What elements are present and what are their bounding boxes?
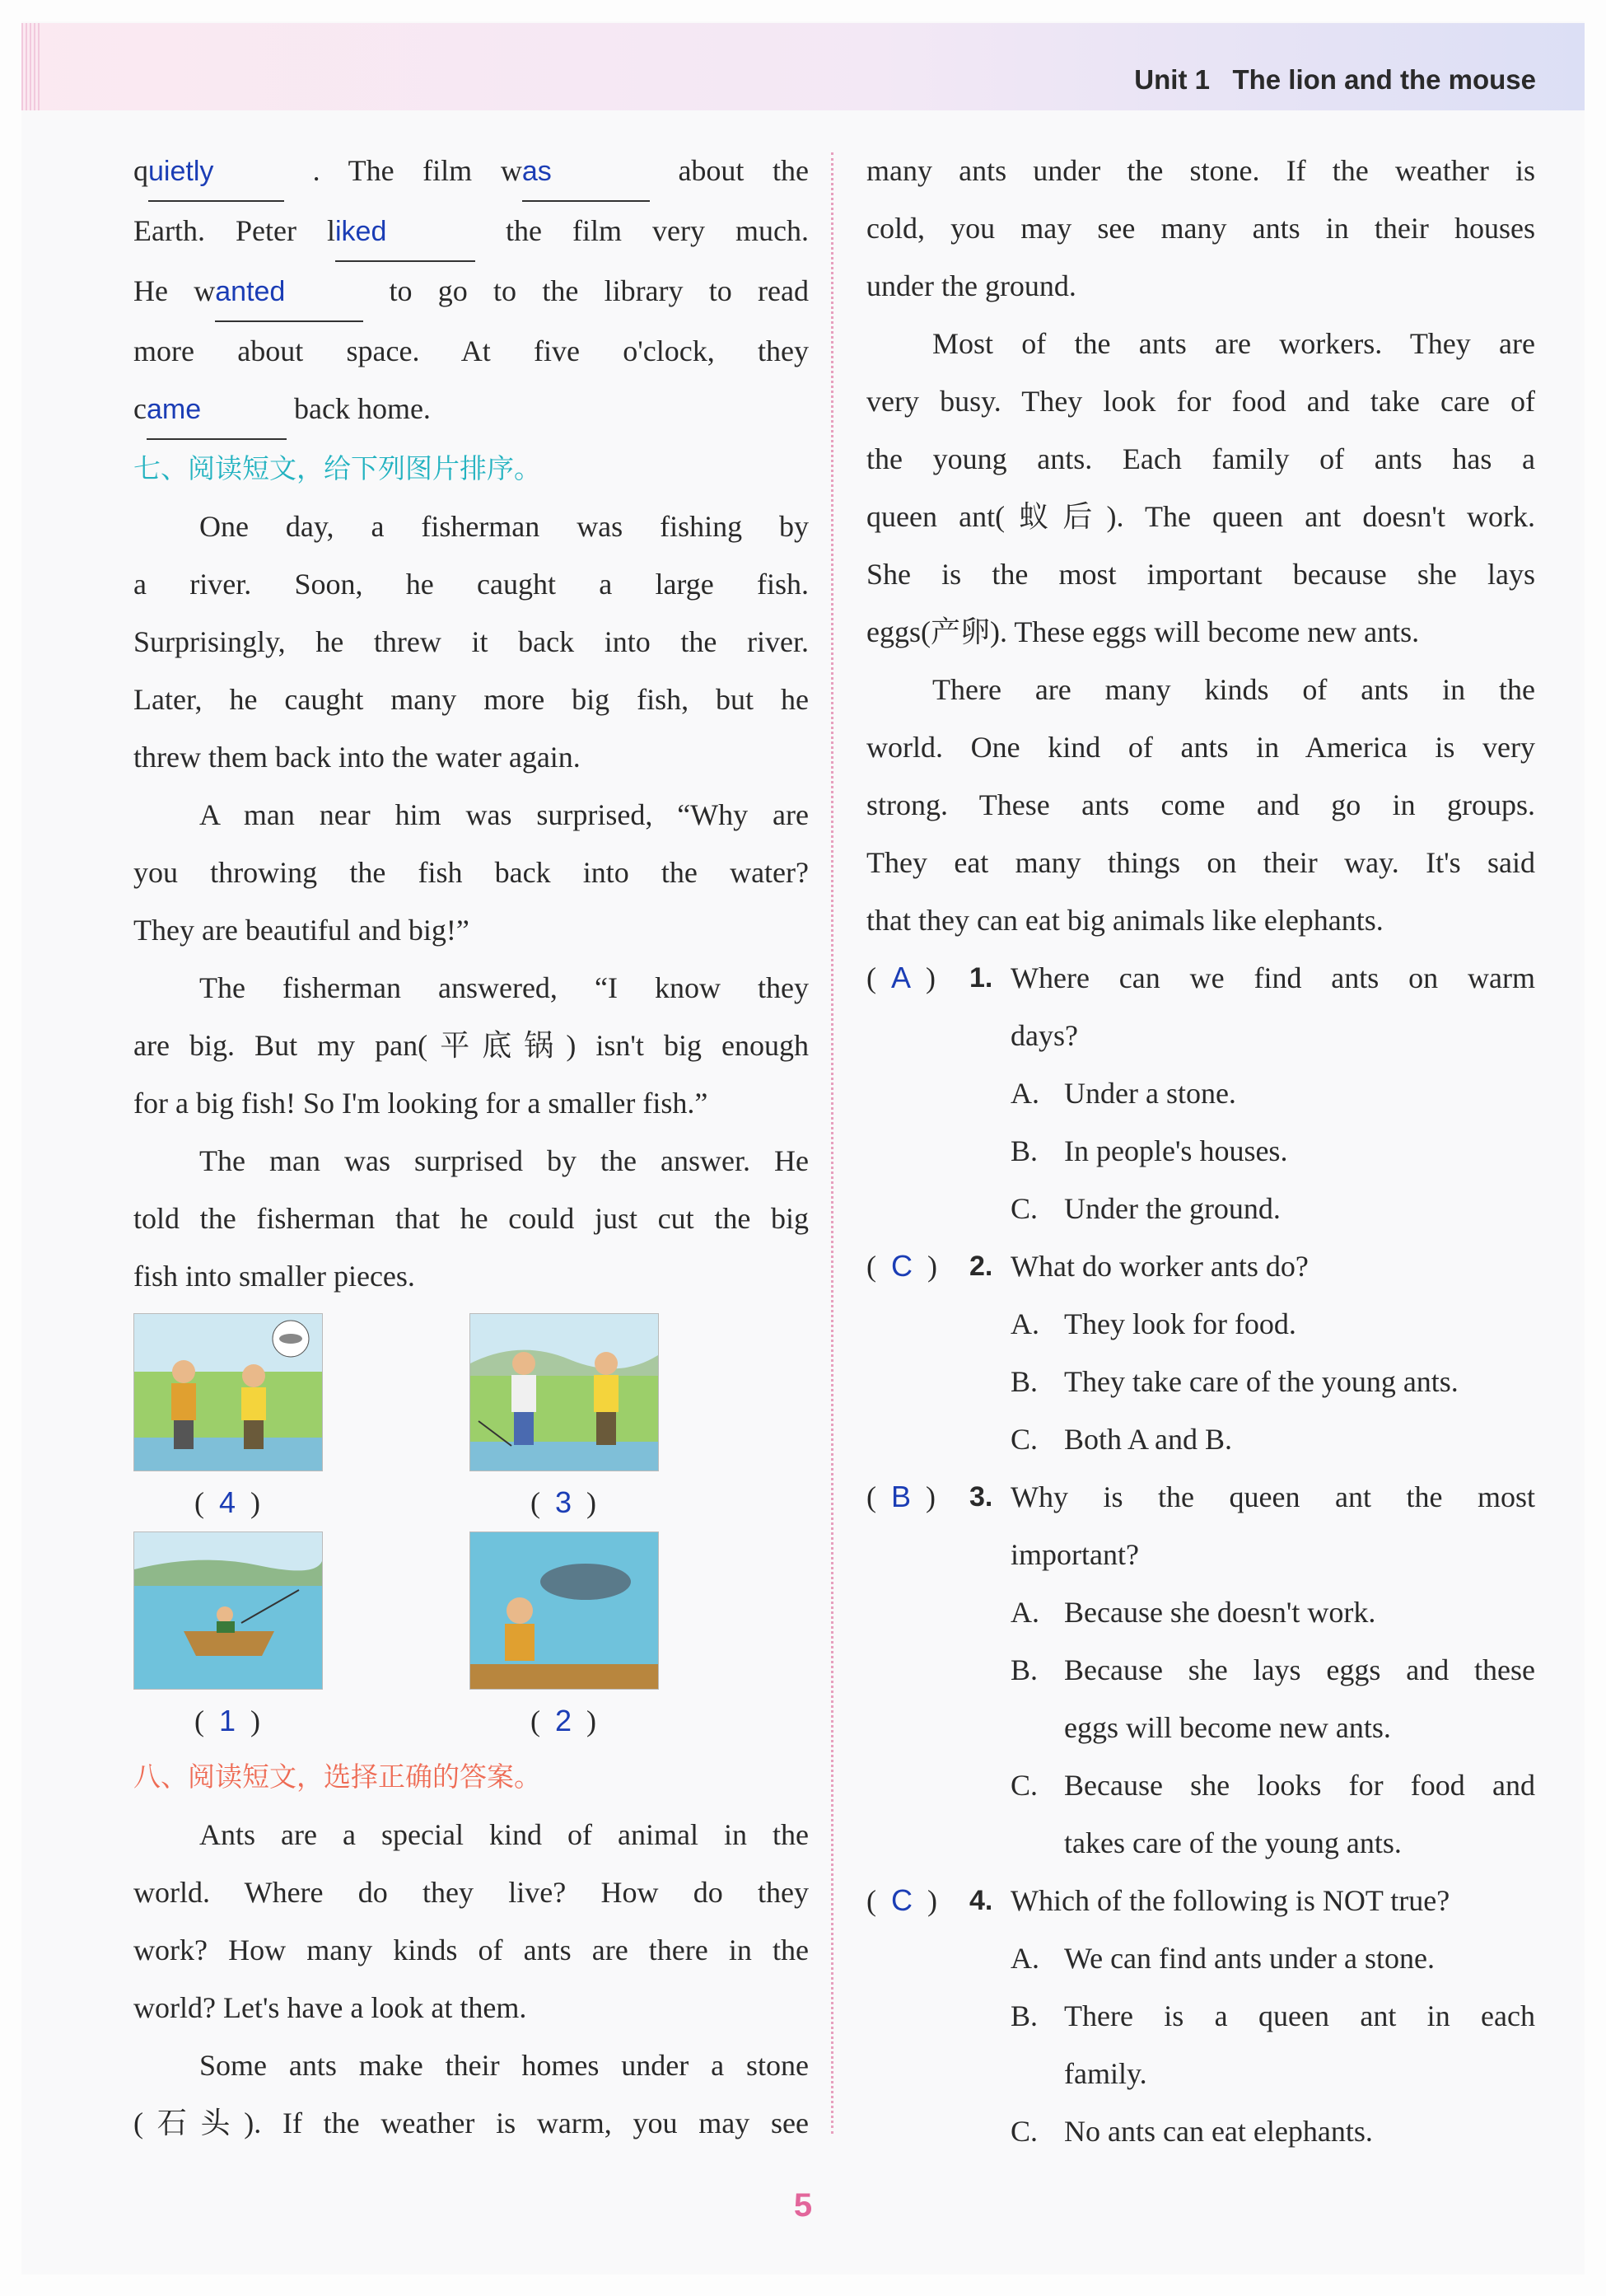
- question-3: ( B ) 3. Why is the queen ant the most important?: [866, 1480, 1535, 1571]
- right-column: [866, 142, 1535, 2160]
- column-divider: [831, 152, 833, 2134]
- fill-line-3: He wanted to go to the library to read: [133, 262, 809, 322]
- question-1-option-b: B. In people's houses.: [1011, 1134, 1288, 1167]
- order-answer-1[interactable]: 4: [218, 1485, 236, 1519]
- question-4-option-a: A. We can find ants under a stone.: [1011, 1942, 1435, 1975]
- picture-order-3: ( 1 ): [194, 1704, 261, 1737]
- page-number: 5: [793, 2187, 813, 2224]
- order-answer-4[interactable]: 2: [554, 1704, 572, 1737]
- question-1-option-c: C. Under the ground.: [1011, 1192, 1281, 1225]
- picture-man-in-boat: [133, 1531, 323, 1690]
- ants-paragraph-3: Most of the ants are workers. They are very busy. They look for food and take care of the young ants. Each family of ants has a queen ant(蚁后). The queen ant doesn't work. She is the most important because she lays eggs(产卵). These eggs will become new ants.: [866, 327, 1535, 648]
- fill-line-2: Earth. Peter liked the film very much.: [133, 202, 809, 262]
- answer-blank-quietly[interactable]: uietly: [148, 143, 284, 202]
- answer-blank-liked[interactable]: iked: [335, 203, 475, 262]
- ants-paragraph-2-end: many ants under the stone. If the weather is cold, you may see many ants in their houses under the ground.: [866, 154, 1535, 302]
- question-2-option-b: B. They take care of the young ants.: [1011, 1365, 1459, 1398]
- picture-two-men-talking: [133, 1313, 323, 1471]
- picture-grid: [133, 1305, 809, 1748]
- question-3-answer[interactable]: B: [891, 1480, 912, 1513]
- question-1-answer[interactable]: A: [891, 961, 912, 994]
- story-paragraph-1: One day, a fisherman was fishing by a river. Soon, he caught a large fish. Surprisingly, he threw it back into the river. Later, he caught many more big fish, but he threw them back into the water again.: [133, 510, 809, 774]
- section-7-title: 七、阅读短文，给下列图片排序。: [133, 452, 541, 484]
- question-2-option-c: C. Both A and B.: [1011, 1423, 1233, 1456]
- story-paragraph-4: The man was surprised by the answer. He told the fisherman that he could just cut the big fish into smaller pieces.: [133, 1144, 809, 1293]
- unit-title: Unit 1 The lion and the mouse: [1134, 64, 1536, 95]
- header-decoration: [21, 23, 41, 110]
- ants-paragraph-1: Ants are a special kind of animal in the world. Where do they live? How do they work? How many kinds of ants are there in the world? Let's have a look at them.: [133, 1818, 809, 2024]
- left-column: [133, 142, 809, 2152]
- fill-line-1: quietly . The film was about the: [133, 142, 809, 202]
- question-2: ( C ) 2. What do worker ants do?: [866, 1249, 1309, 1283]
- question-4-answer[interactable]: C: [891, 1883, 913, 1917]
- fill-line-5: came back home.: [133, 380, 809, 440]
- order-answer-3[interactable]: 1: [218, 1704, 236, 1737]
- picture-fish-jumping: [469, 1531, 659, 1690]
- picture-fisherman-throwing-fish: [469, 1313, 659, 1471]
- fill-line-4: more about space. At five o'clock, they: [133, 334, 809, 367]
- question-3-option-b: B. Because she lays eggs and these eggs will become new ants.: [1011, 1653, 1535, 1744]
- question-2-option-a: A. They look for food.: [1011, 1307, 1296, 1340]
- order-answer-2[interactable]: 3: [554, 1485, 572, 1519]
- question-3-option-a: A. Because she doesn't work.: [1011, 1596, 1376, 1629]
- story-paragraph-2: A man near him was surprised, “Why are you throwing the fish back into the water? They are beautiful and big!”: [133, 798, 809, 947]
- question-2-answer[interactable]: C: [891, 1249, 913, 1283]
- question-3-option-c: C. Because she looks for food and takes care of the young ants.: [1011, 1769, 1535, 1859]
- question-1: ( A ) 1. Where can we find ants on warm days?: [866, 961, 1535, 1052]
- ants-paragraph-4: There are many kinds of ants in the world. One kind of ants in America is very strong. These ants come and go in groups. They eat many things on their way. It's said that they can eat big animals like elephants.: [866, 673, 1535, 937]
- question-4-option-c: C. No ants can eat elephants.: [1011, 2115, 1373, 2148]
- ants-paragraph-2-start: Some ants make their homes under a stone (石头). If the weather is warm, you may see: [133, 2049, 809, 2139]
- answer-blank-wanted[interactable]: anted: [215, 263, 363, 322]
- section-8-title: 八、阅读短文，选择正确的答案。: [133, 1761, 541, 1793]
- picture-order-2: ( 3 ): [530, 1485, 597, 1519]
- question-4-option-b: B. There is a queen ant in each family.: [1011, 1999, 1535, 2090]
- question-4: ( C ) 4. Which of the following is NOT true?: [866, 1883, 1450, 1917]
- answer-blank-was[interactable]: as: [522, 143, 650, 202]
- picture-order-4: ( 2 ): [530, 1704, 597, 1737]
- story-paragraph-3: The fisherman answered, “I know they are big. But my pan(平底锅) isn't big enough for a big fish! So I'm looking for a smaller fish.”: [133, 971, 809, 1120]
- answer-blank-came[interactable]: ame: [147, 381, 287, 440]
- question-1-option-a: A. Under a stone.: [1011, 1077, 1236, 1110]
- picture-order-1: ( 4 ): [194, 1485, 261, 1519]
